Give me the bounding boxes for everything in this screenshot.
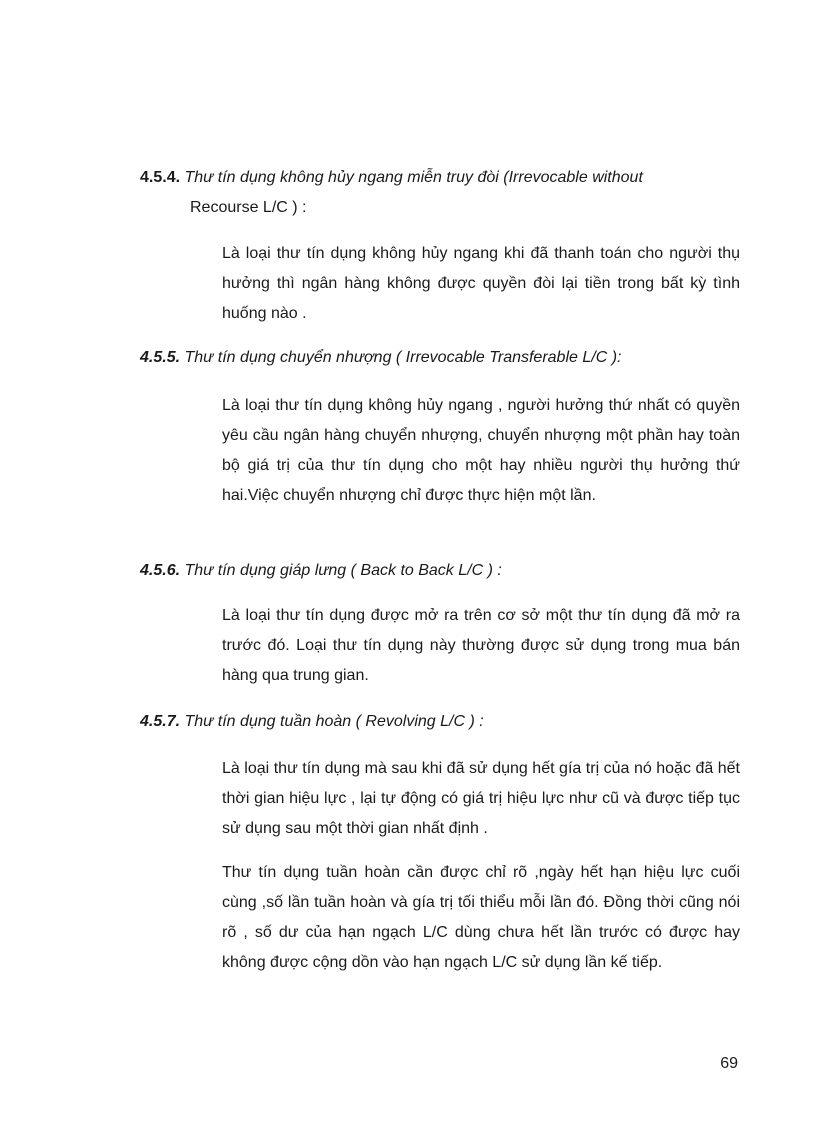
section-number: 4.5.4. <box>140 169 181 186</box>
paragraph: Là loại thư tín dụng không hủy ngang khi đã thanh toán cho người thụ hưởng thì ngân hàng không được quyền đòi lại tiền trong bất kỳ tình huống nào . <box>222 245 740 322</box>
paragraph: Là loại thư tín dụng được mở ra trên cơ sở một thư tín dụng đã mở ra trước đó. Loại thư tín dụng này thường được sử dụng trong mua bán hàng qua trung gian. <box>222 607 740 684</box>
paragraph: Là loại thư tín dụng không hủy ngang , người hưởng thứ nhất có quyền yêu cầu ngân hàng chuyển nhượng, chuyển nhượng một phần hay toàn bộ giá trị của thư tín dụng cho một hay nhiều người thụ hưởng thứ hai.Việc chuyển nhượng chỉ được thực hiện một lần. <box>222 397 740 504</box>
paragraph: Thư tín dụng tuần hoàn cần được chỉ rõ ,ngày hết hạn hiệu lực cuối cùng ,số lần tuần hoàn và gía trị tối thiểu mỗi lần đó. Đồng thời cũng nói rõ , số dư của hạn ngạch L/C dùng chưa hết lần trước có được hay không được cộng dồn vào hạn ngạch L/C sử dụng lần kế tiếp. <box>222 864 740 971</box>
page-number: 69 <box>720 1055 738 1072</box>
section-title: Thư tín dụng không hủy ngang miễn truy đòi (Irrevocable without <box>184 169 643 186</box>
section-title-continuation: Recourse L/C ) : <box>190 199 307 216</box>
section-heading-4-5-4 <box>140 163 740 223</box>
section-title: Thư tín dụng chuyển nhượng ( Irrevocable Transferable L/C ): <box>184 349 622 366</box>
section-number: 4.5.5. <box>140 349 181 366</box>
section-heading-4-5-7 <box>140 707 740 737</box>
section-heading-4-5-6 <box>140 556 740 586</box>
section-number: 4.5.6. <box>140 562 181 579</box>
section-heading-4-5-5 <box>140 343 740 373</box>
paragraph: Là loại thư tín dụng mà sau khi đã sử dụng hết gía trị của nó hoặc đã hết thời gian hiệu lực , lại tự động có giá trị hiệu lực như cũ và được tiếp tục sử dụng sau một thời gian nhất định . <box>222 760 740 837</box>
section-title: Thư tín dụng tuần hoàn ( Revolving L/C ) : <box>184 713 484 730</box>
section-number: 4.5.7. <box>140 713 181 730</box>
section-title: Thư tín dụng giáp lưng ( Back to Back L/C ) : <box>184 562 502 579</box>
